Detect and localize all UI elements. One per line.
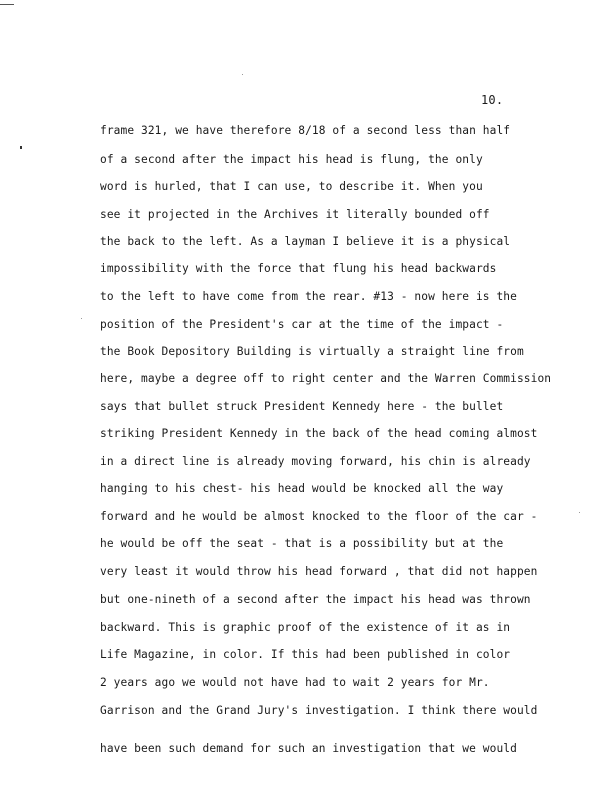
- text-line: he would be off the seat - that is a possibility but at the: [100, 537, 504, 550]
- text-line: striking President Kennedy in the back of the head coming almost: [100, 427, 538, 440]
- text-line: forward and he would be almost knocked to the floor of the car -: [100, 510, 538, 523]
- text-line: the Book Depository Building is virtually a straight line from: [100, 345, 524, 358]
- text-line: impossibility with the force that flung his head backwards: [100, 262, 497, 275]
- text-line: 2 years ago we would not have had to wait 2 years for Mr.: [100, 676, 490, 689]
- text-line: of a second after the impact his head is flung, the only: [100, 153, 483, 166]
- text-line: have been such demand for such an investigation that we would: [100, 742, 517, 755]
- scan-speck: [242, 74, 243, 75]
- text-line: backward. This is graphic proof of the existence of it as in: [100, 621, 511, 634]
- text-line: Life Magazine, in color. If this had been published in color: [100, 648, 511, 661]
- text-line: very least it would throw his head forward , that did not happen: [100, 565, 538, 578]
- text-line: see it projected in the Archives it literally bounded off: [100, 208, 490, 221]
- text-line: position of the President's car at the time of the impact -: [100, 318, 504, 331]
- text-line: says that bullet struck President Kennedy here - the bullet: [100, 400, 504, 413]
- text-line: word is hurled, that I can use, to describe it. When you: [100, 180, 483, 193]
- text-line: hanging to his chest- his head would be knocked all the way: [100, 482, 504, 495]
- text-line: the back to the left. As a layman I believe it is a physical: [100, 235, 511, 248]
- page-number: 10.: [481, 93, 504, 107]
- margin-mark: [20, 146, 22, 149]
- text-line: but one-nineth of a second after the impact his head was thrown: [100, 593, 531, 606]
- scan-speck: [81, 318, 82, 319]
- text-line: in a direct line is already moving forward, his chin is already: [100, 455, 531, 468]
- text-line: to the left to have come from the rear. #13 - now here is the: [100, 290, 517, 303]
- text-line: here, maybe a degree off to right center and the Warren Commission: [100, 372, 552, 385]
- corner-mark: [0, 4, 14, 5]
- scan-speck: [579, 512, 580, 513]
- text-line: frame 321, we have therefore 8/18 of a second less than half: [100, 124, 511, 137]
- text-line: Garrison and the Grand Jury's investigation. I think there would: [100, 704, 538, 717]
